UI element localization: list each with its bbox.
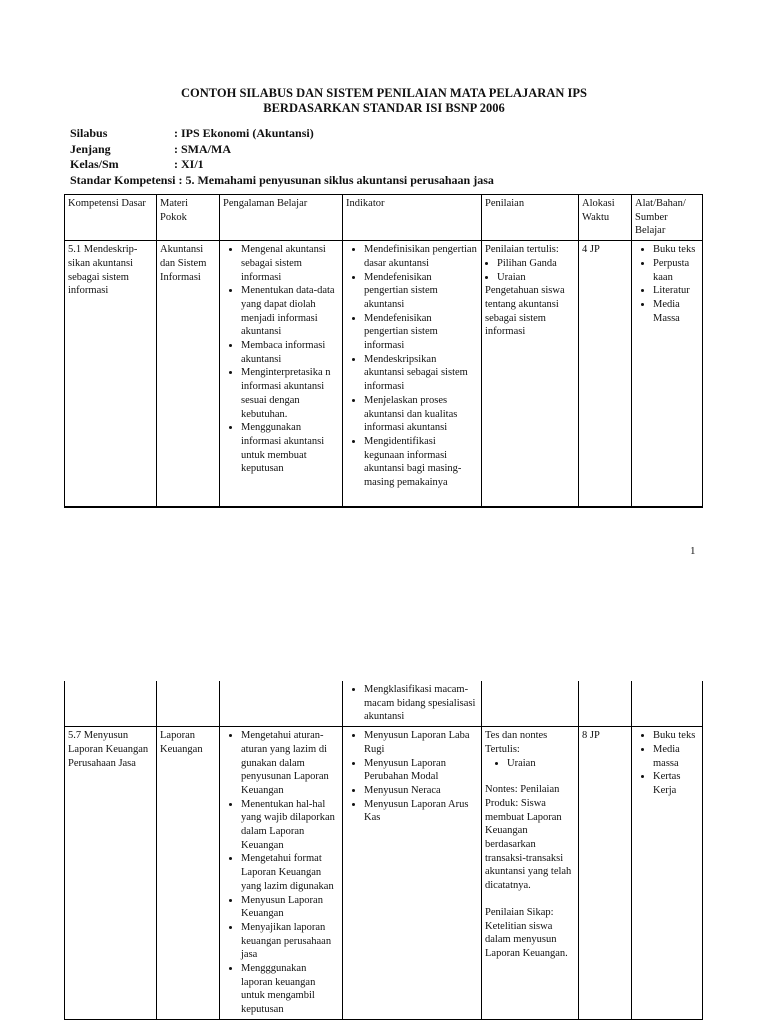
header-materi-pokok: Materi Pokok bbox=[157, 195, 220, 241]
list-item: • Mengidentifikasi kegunaan informasi akuntansi bagi masing-masing pemakainya bbox=[364, 435, 478, 490]
list-item: • Menentukan hal-hal yang wajib dilaporkan dalam Laporan Keuangan bbox=[241, 798, 339, 853]
list-item: • Mendefenisikan pengertian sistem informasi bbox=[364, 312, 478, 353]
list-item: • Mengklasifikasi macam-macam bidang spesialisasi akuntansi bbox=[364, 683, 478, 724]
list-item: • Buku teks bbox=[653, 729, 699, 743]
silabus-label: Silabus bbox=[70, 126, 108, 140]
list-item: • Kertas Kerja bbox=[653, 770, 699, 797]
list-item: • Menyusun Laporan Keuangan bbox=[241, 894, 339, 921]
kd-cell: 5.7 Menyusun Laporan Keuangan Perusahaan Jasa bbox=[65, 727, 157, 1020]
indikator-cell bbox=[343, 681, 482, 727]
list-item: • Mengetahui format Laporan Keuangan yang lazim digunakan bbox=[241, 852, 339, 893]
penilaian-tail: Pengetahuan siswa tentang akuntansi sebagai sistem informasi bbox=[485, 285, 565, 338]
header-kompetensi-dasar: Kompetensi Dasar bbox=[65, 195, 157, 241]
header-alokasi-waktu: Alokasi Waktu bbox=[579, 195, 632, 241]
table-row bbox=[65, 241, 703, 507]
list-item: • Menentukan data-data yang dapat diolah menjadi informasi akuntansi bbox=[241, 284, 339, 339]
nontes-text: Nontes: Penilaian Produk: Siswa membuat Laporan Keuangan berdasarkan transaksi-transaksi akuntansi yang telah dicatatnya. bbox=[485, 784, 572, 892]
kd-cell: 5.1 Mendeskrip-sikan akuntansi sebagai sistem informasi bbox=[65, 241, 157, 507]
list-item: • Uraian bbox=[497, 271, 575, 285]
list-item: • Media Massa bbox=[653, 298, 699, 325]
list-item: • Pilihan Ganda bbox=[497, 257, 575, 271]
list-item: • Mengenal akuntansi sebagai sistem informasi bbox=[241, 243, 339, 284]
list-item: • Buku teks bbox=[653, 243, 699, 257]
syllabus-table-page-1 bbox=[64, 194, 703, 508]
document-title-line-1: CONTOH SILABUS DAN SISTEM PENILAIAN MATA PELAJARAN IPS bbox=[181, 86, 587, 100]
document-title-line-2: BERDASARKAN STANDAR ISI BSNP 2006 bbox=[263, 101, 505, 115]
syllabus-meta bbox=[70, 126, 494, 188]
page-number: 1 bbox=[690, 545, 696, 557]
jenjang-value: : SMA/MA bbox=[174, 141, 231, 156]
alokasi-cell: 4 JP bbox=[579, 241, 632, 507]
list-item: • Mendefenisikan pengertian sistem akuntansi bbox=[364, 271, 478, 312]
list-item: • Menjelaskan proses akuntansi dan kualitas informasi akuntansi bbox=[364, 394, 478, 435]
alat-cell bbox=[632, 727, 703, 1020]
list-item: • Literatur bbox=[653, 284, 699, 298]
pengalaman-cell bbox=[220, 727, 343, 1020]
penilaian-cell bbox=[482, 241, 579, 507]
list-item: • Perpusta kaan bbox=[653, 257, 699, 284]
alokasi-cell: 8 JP bbox=[579, 727, 632, 1020]
list-item: • Menyusun Laporan Laba Rugi bbox=[364, 729, 478, 756]
header-pengalaman-belajar: Pengalaman Belajar bbox=[220, 195, 343, 241]
kelas-label: Kelas/Sm bbox=[70, 157, 119, 171]
standar-kompetensi: Standar Kompetensi : 5. Memahami penyusunan siklus akuntansi perusahaan jasa bbox=[70, 172, 494, 187]
table-header-row bbox=[65, 195, 703, 241]
list-item: • Menyusun Neraca bbox=[364, 784, 478, 798]
list-item: • Mengggunakan laporan keuangan untuk mengambil keputusan bbox=[241, 962, 339, 1017]
list-item: • Menyusun Laporan Arus Kas bbox=[364, 798, 478, 825]
penilaian-head: Penilaian tertulis: bbox=[485, 244, 559, 256]
list-item: • Media massa bbox=[653, 743, 699, 770]
list-item: • Membaca informasi akuntansi bbox=[241, 339, 339, 366]
materi-cell: Laporan Keuangan bbox=[157, 727, 220, 1020]
list-item: • Uraian bbox=[507, 757, 575, 771]
jenjang-label: Jenjang bbox=[70, 141, 111, 156]
pengalaman-cell bbox=[220, 241, 343, 507]
list-item: • Mendefinisikan pengertian dasar akuntansi bbox=[364, 243, 478, 270]
penilaian-cell bbox=[482, 727, 579, 1020]
list-item: • Mengetahui aturan-aturan yang lazim di gunakan dalam penyusunan Laporan Keuangan bbox=[241, 729, 339, 798]
header-indikator: Indikator bbox=[343, 195, 482, 241]
header-alat-bahan: Alat/Bahan/ Sumber Belajar bbox=[632, 195, 703, 241]
list-item: • Menggunakan informasi akuntansi untuk membuat keputusan bbox=[241, 421, 339, 476]
indikator-cell bbox=[343, 727, 482, 1020]
table-row-continued bbox=[65, 681, 703, 727]
list-item: • Mendeskripsikan akuntansi sebagai sistem informasi bbox=[364, 353, 478, 394]
kelas-value: : XI/1 bbox=[174, 157, 204, 171]
list-item: • Menginterpretasika n informasi akuntansi sesuai dengan kebutuhan. bbox=[241, 366, 339, 421]
header-penilaian: Penilaian bbox=[482, 195, 579, 241]
sikap-text: Penilaian Sikap: Ketelitian siswa dalam menyusun Laporan Keuangan. bbox=[485, 906, 568, 959]
list-item: • Menyajikan laporan keuangan perusahaan jasa bbox=[241, 921, 339, 962]
indikator-cell bbox=[343, 241, 482, 507]
syllabus-table-page-2 bbox=[64, 681, 703, 1020]
materi-cell: Akuntansi dan Sistem Informasi bbox=[157, 241, 220, 507]
list-item: • Menyusun Laporan Perubahan Modal bbox=[364, 757, 478, 784]
silabus-value: : IPS Ekonomi (Akuntansi) bbox=[174, 126, 314, 140]
penilaian-head: Tes dan nontes Tertulis: bbox=[485, 730, 548, 755]
table-row bbox=[65, 727, 703, 1020]
alat-cell bbox=[632, 241, 703, 507]
